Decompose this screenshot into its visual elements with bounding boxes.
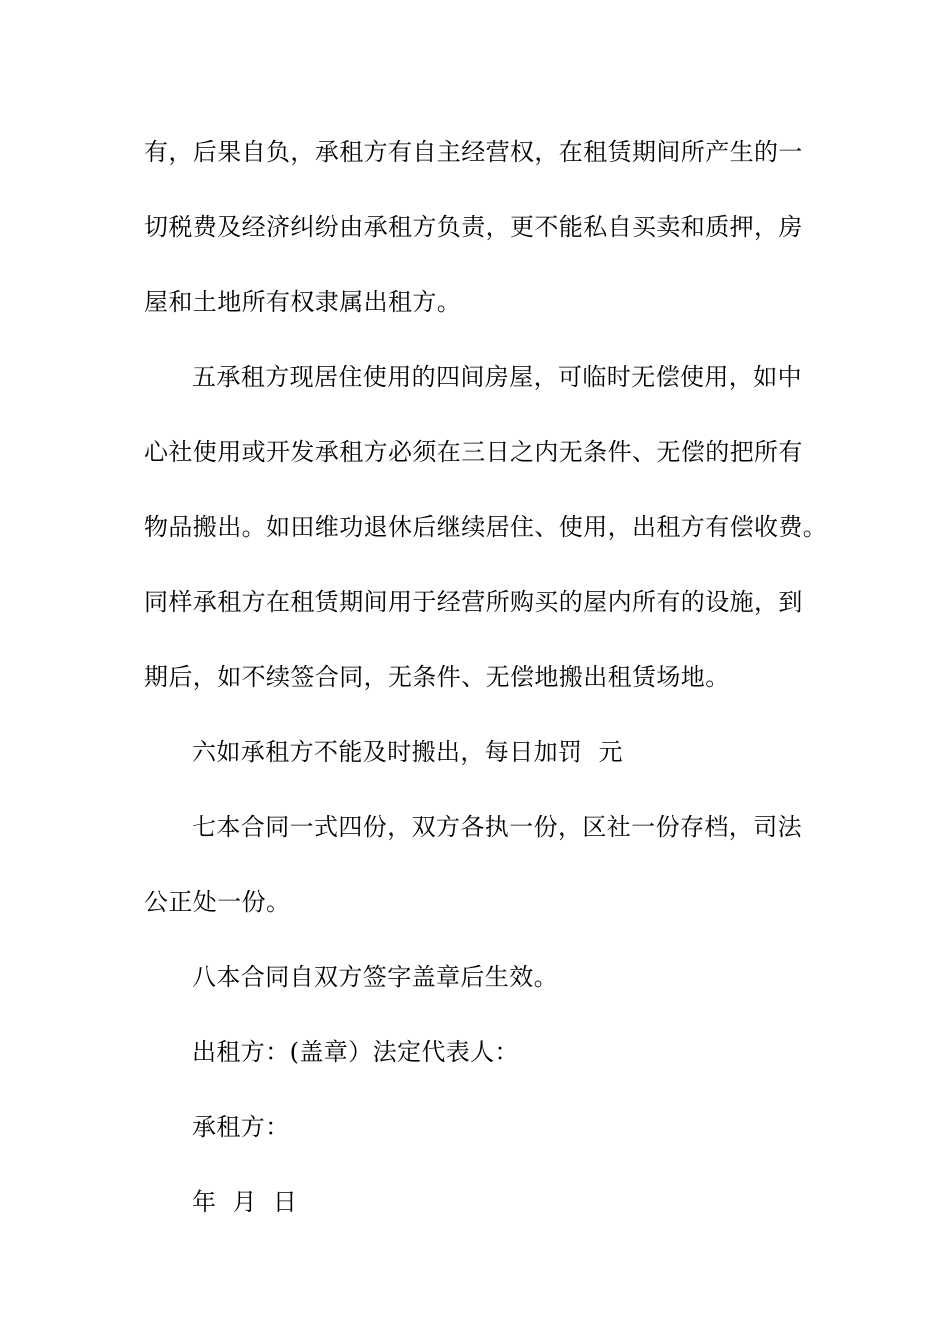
clause-5-line-3: 物品搬出。如田维功退休后继续居住、使用，出租方有偿收费。 [144,513,828,541]
clause-5-line-1: 五承租方现居住使用的四间房屋，可临时无偿使用，如中 [192,363,802,391]
clause-8: 八本合同自双方签字盖章后生效。 [192,963,558,991]
lessor-signature-line: 出租方：(盖章）法定代表人： [192,1038,519,1066]
clause-7-line-1: 七本合同一式四份，双方各执一份，区社一份存档，司法 [192,813,802,841]
clause-5-line-5: 期后，如不续签合同，无条件、无偿地搬出租赁场地。 [144,663,730,691]
clause-4-line-3: 屋和土地所有权隶属出租方。 [144,288,462,316]
clause-4-line-1: 有，后果自负，承租方有自主经营权，在租赁期间所产生的一 [144,138,803,166]
clause-4-line-2: 切税费及经济纠纷由承租方负责，更不能私自买卖和质押，房 [144,213,803,241]
lessee-signature-line: 承租方： [192,1113,290,1141]
clause-5-line-2: 心社使用或开发承租方必须在三日之内无条件、无偿的把所有 [144,438,803,466]
clause-6: 六如承租方不能及时搬出，每日加罚 元 [192,738,623,766]
date-line: 年 月 日 [192,1188,298,1216]
clause-7-line-2: 公正处一份。 [144,888,291,916]
clause-5-line-4: 同样承租方在租赁期间用于经营所购买的屋内所有的设施，到 [144,588,803,616]
